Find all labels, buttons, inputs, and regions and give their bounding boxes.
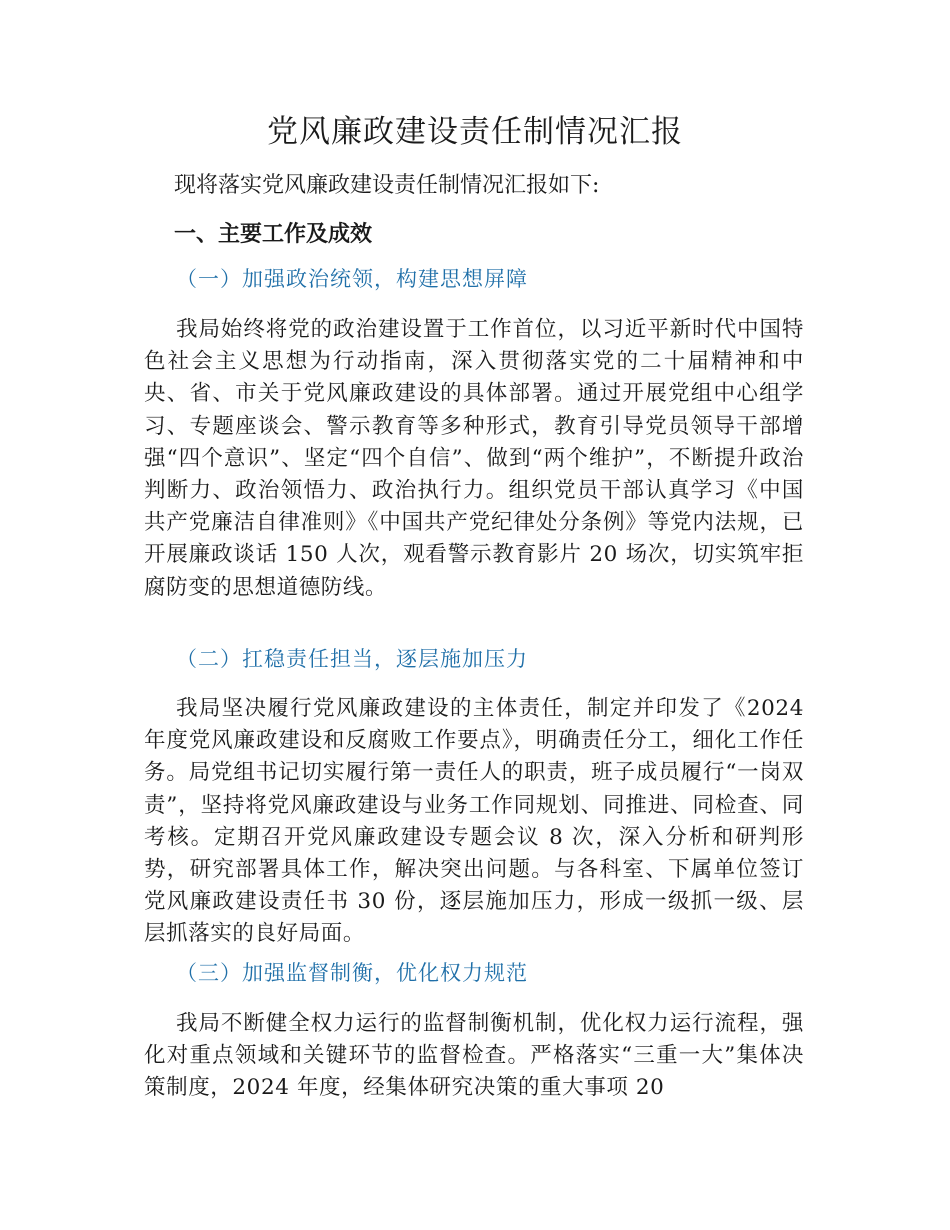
document-title: 党风廉政建设责任制情况汇报 xyxy=(267,114,683,150)
subsection-heading-2: （二）扛稳责任担当，逐层施加压力 xyxy=(176,647,528,671)
subsection-heading-1: （一）加强政治统领，构建思想屏障 xyxy=(176,267,528,291)
intro-paragraph: 现将落实党风廉政建设责任制情况汇报如下: xyxy=(174,173,600,198)
subsection-body-3: 我局不断健全权力运行的监督制衡机制，优化权力运行流程，强化对重点领域和关键环节的监督检查。严格落实“三重一大”集体决策制度，2024 年度，经集体研究决策的重大事项 20 xyxy=(144,1011,804,1101)
subsection-body-1: 我局始终将党的政治建设置于工作首位，以习近平新时代中国特色社会主义思想为行动指南，深入贯彻落实党的二十届精神和中央、省、市关于党风廉政建设的具体部署。通过开展党组中心组学习、专题座谈会、警示教育等多种形式，教育引导党员领导干部增强“四个意识”、坚定“四个自信”、做到“两个维护”，不断提升政治判断力、政治领悟力、政治执行力。组织党员干部认真学习《中国共产党廉洁自律准则》《中国共产党纪律处分条例》等党内法规，已开展廉政谈话 150 人次，观看警示教育影片 20 场次，切实筑牢拒腐防变的思想道德防线。 xyxy=(144,317,804,600)
subsection-heading-3: （三）加强监督制衡，优化权力规范 xyxy=(176,961,528,985)
section-heading-1: 一、主要工作及成效 xyxy=(174,222,373,247)
subsection-body-2: 我局坚决履行党风廉政建设的主体责任，制定并印发了《2024 年度党风廉政建设和反腐败工作要点》，明确责任分工，细化工作任务。局党组书记切实履行第一责任人的职责，班子成员履行“一岗双责”，坚持将党风廉政建设与业务工作同规划、同推进、同检查、同考核。定期召开党风廉政建设专题会议 8 次，深入分析和研判形势，研究部署具体工作，解决突出问题。与各科室、下属单位签订党风廉政建设责任书 30 份，逐层施加压力，形成一级抓一级、层层抓落实的良好局面。 xyxy=(144,696,804,947)
